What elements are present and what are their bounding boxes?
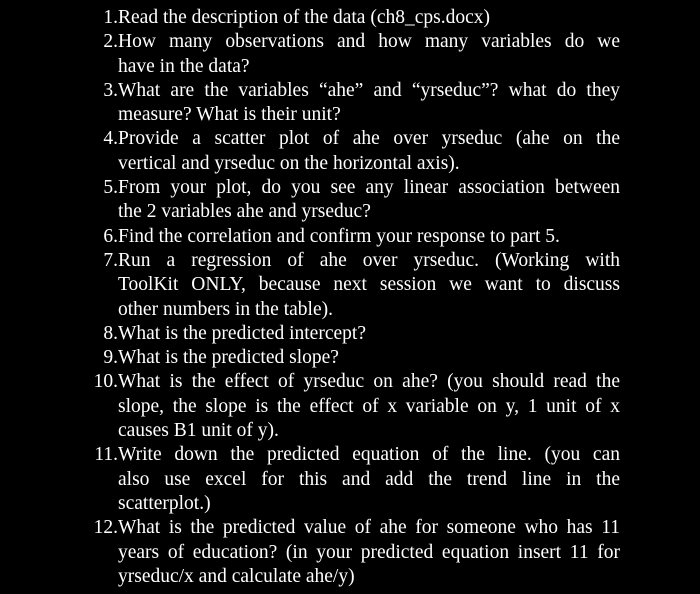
question-number: 8. xyxy=(103,322,118,344)
question-text-line: scatterplot.) xyxy=(118,492,211,514)
question-item xyxy=(0,225,700,249)
question-number: 7. xyxy=(103,249,118,271)
question-text-line: How many observations and how many variables do we xyxy=(118,31,620,53)
question-number: 10. xyxy=(93,371,118,393)
question-item xyxy=(0,443,700,516)
question-text-line: the 2 variables ahe and yrseduc? xyxy=(118,201,371,223)
question-text-line: vertical and yrseduc on the horizontal axis). xyxy=(118,152,460,174)
question-text-line: have in the data? xyxy=(118,55,250,77)
question-text-line: Read the description of the data (ch8_cps.docx) xyxy=(118,7,490,28)
question-text-line: also use excel for this and add the trend line in the xyxy=(118,468,620,490)
question-number: 5. xyxy=(103,177,118,199)
question-text-line: What is the predicted intercept? xyxy=(118,322,366,344)
question-number: 4. xyxy=(103,128,118,150)
question-number: 9. xyxy=(103,347,118,369)
question-item xyxy=(0,249,700,322)
question-item xyxy=(0,79,700,128)
question-list xyxy=(0,6,700,589)
question-text-line: What is the predicted value of ahe for someone who has 11 xyxy=(118,517,620,539)
question-text-line: Run a regression of ahe over yrseduc. (Working with xyxy=(118,249,620,271)
question-text-line: ToolKit ONLY, because next session we want to discuss xyxy=(118,274,620,296)
question-text-line: causes B1 unit of y). xyxy=(118,420,279,442)
question-text-line: measure? What is their unit? xyxy=(118,104,341,126)
question-text-line: years of education? (in your predicted equation insert 11 for xyxy=(118,541,620,563)
question-item xyxy=(0,30,700,79)
question-text-line: slope, the slope is the effect of x variable on y, 1 unit of x xyxy=(118,395,620,417)
question-text-line: other numbers in the table). xyxy=(118,298,333,320)
question-number: 6. xyxy=(103,225,118,247)
question-number: 11. xyxy=(94,444,118,466)
question-item xyxy=(0,176,700,225)
question-item xyxy=(0,370,700,443)
question-number: 1. xyxy=(103,7,118,28)
question-item xyxy=(0,127,700,176)
question-item xyxy=(0,516,700,589)
question-text-line: What is the predicted slope? xyxy=(118,347,339,369)
question-item xyxy=(0,6,700,30)
question-text-line: yrseduc/x and calculate ahe/y) xyxy=(118,565,355,587)
question-text-line: Write down the predicted equation of the line. (you can xyxy=(118,444,620,466)
question-text-line: What is the effect of yrseduc on ahe? (you should read the xyxy=(118,371,620,393)
question-number: 12. xyxy=(93,517,118,539)
question-text-line: From your plot, do you see any linear association between xyxy=(118,177,620,199)
question-text-line: Find the correlation and confirm your response to part 5. xyxy=(118,225,560,247)
question-text-line: Provide a scatter plot of ahe over yrseduc (ahe on the xyxy=(118,128,620,150)
question-item xyxy=(0,346,700,370)
question-text-line: What are the variables “ahe” and “yrseduc”? what do they xyxy=(118,79,620,101)
question-number: 2. xyxy=(103,31,118,53)
question-number: 3. xyxy=(103,79,118,101)
question-item xyxy=(0,322,700,346)
